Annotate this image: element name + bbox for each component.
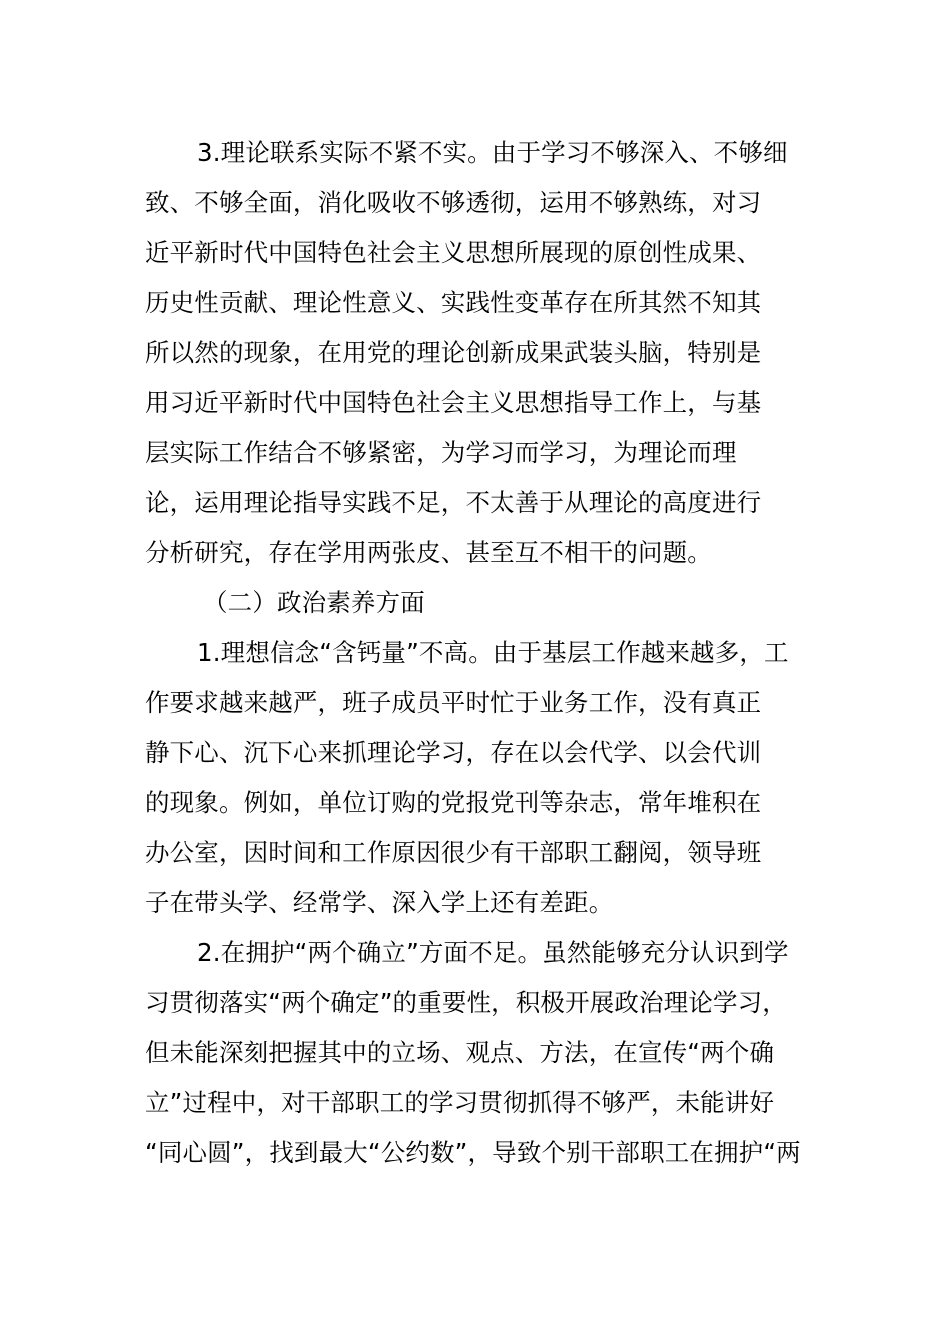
paragraph-2-line-4: 立”过程中，对干部职工的学习贯彻抓得不够严，未能讲好 [145,1088,775,1117]
paragraph-1-line-6: 子在带头学、经常学、深入学上还有差距。 [145,888,614,917]
paragraph-3-line-2: 致、不够全面，消化吸收不够透彻，运用不够熟练，对习 [145,188,762,217]
document-body [145,128,810,1178]
section-heading-political-literacy: （二）政治素养方面 [203,588,425,617]
paragraph-2-line-2: 习贯彻落实“两个确定”的重要性，积极开展政治理论学习， [145,988,787,1017]
paragraph-1-line-2: 作要求越来越严，班子成员平时忙于业务工作，没有真正 [145,688,762,717]
paragraph-3-line-9: 分析研究，存在学用两张皮、甚至互不相干的问题。 [145,538,712,567]
paragraph-3-line-4: 历史性贡献、理论性意义、实践性变革存在所其然不知其 [145,288,762,317]
paragraph-3-line-5: 所以然的现象，在用党的理论创新成果武装头脑，特别是 [145,338,762,367]
paragraph-3-line-3: 近平新时代中国特色社会主义思想所展现的原创性成果、 [145,238,762,267]
paragraph-1-line-4: 的现象。例如，单位订购的党报党刊等杂志，常年堆积在 [145,788,762,817]
paragraph-3-line-7: 层实际工作结合不够紧密，为学习而学习，为理论而理 [145,438,737,467]
paragraph-1-line-5: 办公室，因时间和工作原因很少有干部职工翻阅，领导班 [145,838,762,867]
paragraph-3-line-8: 论，运用理论指导实践不足，不太善于从理论的高度进行 [145,488,762,517]
paragraph-3-line-1: 3.理论联系实际不紧不实。由于学习不够深入、不够细 [197,138,788,167]
paragraph-2-line-5: “同心圆”，找到最大“公约数”，导致个别干部职工在拥护“两 [145,1138,801,1167]
paragraph-1-line-3: 静下心、沉下心来抓理论学习，存在以会代学、以会代训 [145,738,762,767]
paragraph-2-line-3: 但未能深刻把握其中的立场、观点、方法，在宣传“两个确 [145,1038,775,1067]
paragraph-1-line-1: 1.理想信念“含钙量”不高。由于基层工作越来越多，工 [197,638,789,667]
paragraph-3-line-6: 用习近平新时代中国特色社会主义思想指导工作上，与基 [145,388,762,417]
paragraph-2-line-1: 2.在拥护“两个确立”方面不足。虽然能够充分认识到学 [197,938,789,967]
